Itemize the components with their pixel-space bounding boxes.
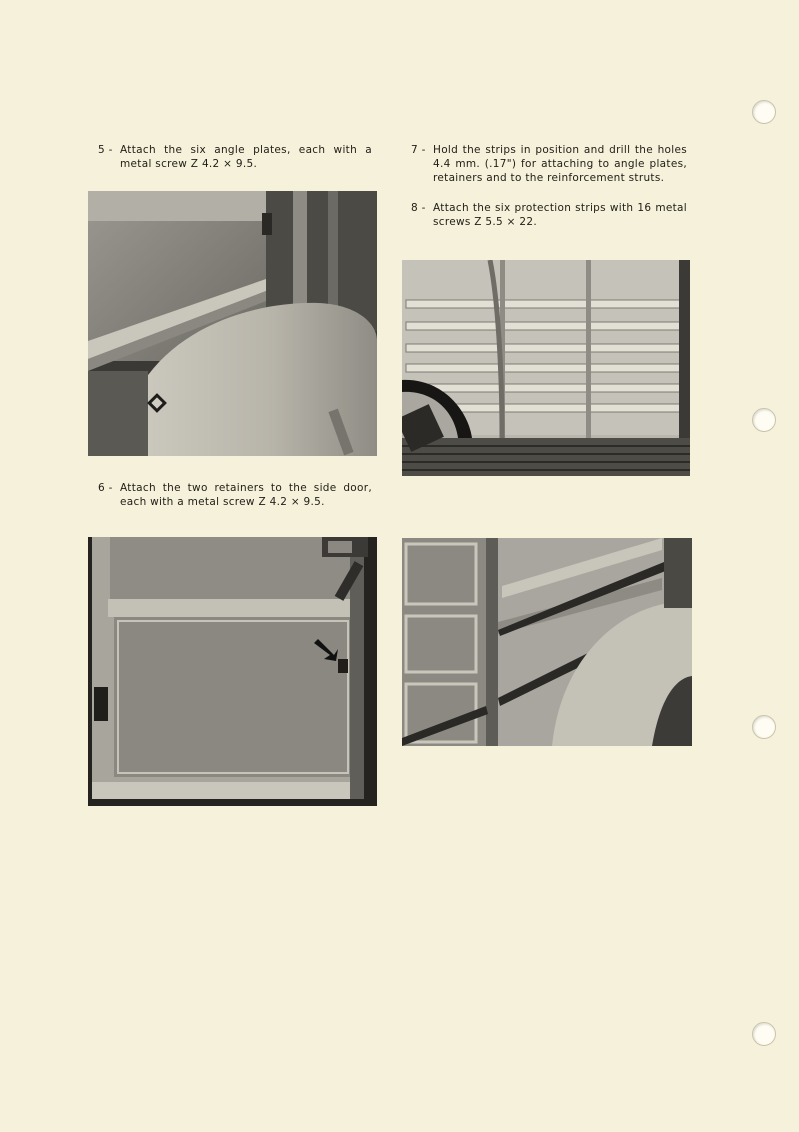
punch-hole-1: [752, 100, 776, 124]
step-7: [411, 143, 687, 185]
step-6: [98, 481, 372, 509]
installed-strips-wheel-arch-photo: [402, 538, 692, 746]
step-text: Hold the strips in position and drill the holes 4.4 mm. (.17") for attaching to angle plates, retainers and to the reinforcement struts.: [433, 144, 687, 184]
punch-hole-3: [752, 715, 776, 739]
step-5: [98, 143, 372, 171]
side-door-retainer-photo: [88, 537, 377, 806]
step-number: 5 -: [98, 144, 113, 156]
punch-hole-2: [752, 408, 776, 432]
step-number: 7 -: [411, 144, 426, 156]
step-text: Attach the two retainers to the side door, each with a metal screw Z 4.2 × 9.5.: [120, 482, 372, 508]
punch-hole-4: [752, 1022, 776, 1046]
step-text: Attach the six angle plates, each with a metal screw Z 4.2 × 9.5.: [120, 144, 372, 170]
step-8: [411, 201, 687, 229]
step-number: 6 -: [98, 482, 113, 494]
step-number: 8 -: [411, 202, 426, 214]
wheel-arch-angle-plate-photo: [88, 191, 377, 456]
protection-strips-panel-photo: [402, 260, 690, 476]
step-text: Attach the six protection strips with 16 metal screws Z 5.5 × 22.: [433, 202, 687, 228]
